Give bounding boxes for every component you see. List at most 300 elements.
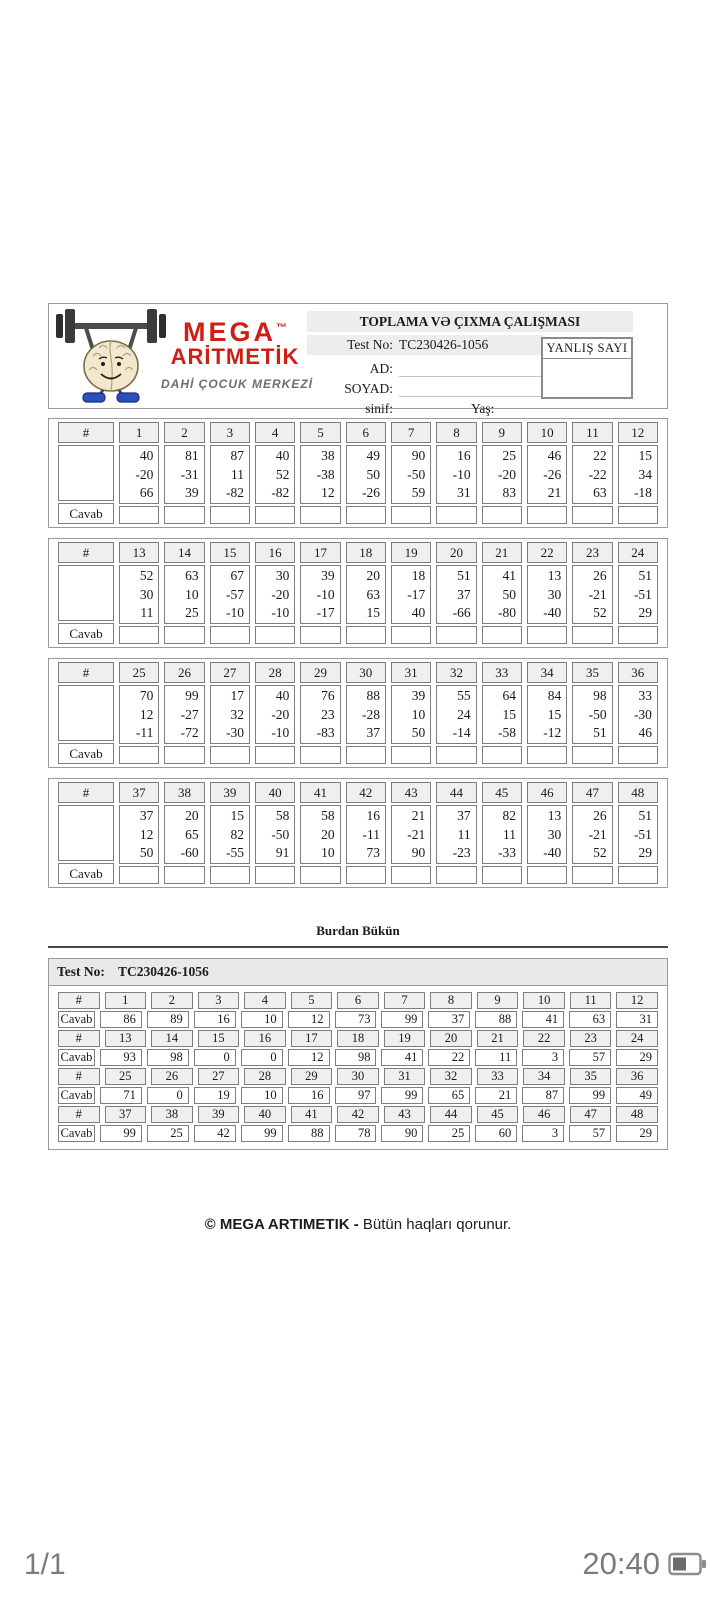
answer-blank-cell [527,626,567,645]
problem-number-cell: 11 [572,422,612,443]
answer-blank-cell [346,866,386,885]
operand: 12 [139,706,154,722]
problem-number-cell: 5 [291,992,333,1009]
problem-number-cell: 10 [527,422,567,443]
operand: -58 [497,725,516,740]
operand: 20 [185,808,199,823]
operand: 51 [638,568,652,583]
operand: 40 [275,688,290,703]
operand: -57 [225,586,244,602]
answer-blank-cell [391,866,431,885]
problem-operands [300,565,340,624]
operand: 64 [502,688,516,703]
soyad-field-line [399,379,545,397]
operand: 52 [275,466,290,482]
answer-value-cell: 11 [475,1049,517,1066]
operand: 67 [230,568,244,583]
operand: 20 [321,826,335,842]
operand: 13 [547,568,562,583]
problem-column [119,422,159,524]
battery-icon [668,1551,708,1577]
answer-test-no-label: Test No: [57,964,105,979]
problem-number-cell: 32 [430,1068,472,1085]
problem-number-cell: 3 [198,992,240,1009]
fold-here-text: Burdan Bükün [316,923,400,938]
problem-operands [572,805,612,864]
problem-operands [527,685,567,744]
problem-number-cell: 38 [164,782,204,803]
problem-operands [346,805,386,864]
operand: 21 [547,485,562,500]
label-body-cell [58,565,114,621]
answer-blank-cell [210,506,250,525]
operand: 25 [502,448,516,463]
problem-column [391,662,431,764]
operand: 40 [275,448,290,463]
operand: -50 [271,826,290,842]
operand: 26 [593,568,607,583]
answer-blank-cell [391,626,431,645]
problem-number-cell: 24 [616,1030,658,1047]
operand: -10 [452,466,471,482]
problem-number-cell: 34 [527,662,567,683]
problem-number-cell: 29 [291,1068,333,1085]
operand: -10 [316,586,335,602]
problem-column [255,422,295,524]
answer-value-cell: 90 [381,1125,423,1142]
problem-number-cell: 46 [527,782,567,803]
problem-column [210,662,250,764]
problem-number-cell: 46 [523,1106,565,1123]
answer-blank-cell [255,866,295,885]
answer-blank-cell [482,626,522,645]
problem-operands [164,445,204,504]
hash-label-cell: # [58,1068,100,1085]
problem-column [255,662,295,764]
status-right-cluster [582,1546,708,1582]
answer-blank-cell [527,746,567,765]
problem-number-cell: 35 [570,1068,612,1085]
label-body-cell [58,445,114,501]
cavab-label-cell: Cavab [58,863,114,884]
problem-number-cell: 39 [210,782,250,803]
problem-number-cell: 22 [527,542,567,563]
answer-test-no-value: TC230426-1056 [118,964,209,979]
problem-number-cell: 44 [430,1106,472,1123]
problem-operands [210,805,250,864]
problem-number-cell: 15 [210,542,250,563]
answer-blank-cell [300,626,340,645]
operand: -11 [135,725,154,740]
problem-number-cell: 38 [151,1106,193,1123]
problem-number-cell: 28 [244,1068,286,1085]
answer-value-cell: 71 [100,1087,142,1104]
operand: 37 [139,808,154,823]
problem-number-cell: 21 [477,1030,519,1047]
answer-value-cell: 10 [241,1087,283,1104]
operand: 46 [638,725,652,740]
problem-number-cell: 30 [346,662,386,683]
answer-blank-cell [391,506,431,525]
operand: 50 [139,845,154,860]
answer-hash-row [58,1030,658,1047]
problem-table [48,538,668,648]
label-column [58,422,114,524]
answer-blank-cell [119,626,159,645]
problem-number-cell: 6 [346,422,386,443]
clock: 20:40 [582,1546,660,1581]
operand: 70 [139,688,154,703]
cavab-label-cell: Cavab [58,503,114,524]
operand: 26 [593,808,607,823]
operand: 65 [185,826,199,842]
operand: 10 [185,586,199,602]
operand: -82 [225,485,244,500]
operand: 15 [502,706,516,722]
problem-column [618,662,658,764]
operand: 90 [411,845,426,860]
operand: 51 [638,808,652,823]
label-body-cell [58,805,114,861]
problem-number-cell: 35 [572,662,612,683]
operand: -31 [180,466,199,482]
page-indicator: 1/1 [24,1548,66,1581]
answer-hash-row [58,1068,658,1085]
answer-blank-cell [119,866,159,885]
problem-number-cell: 18 [346,542,386,563]
problem-column [436,542,476,644]
wrong-count-label: YANLIŞ SAYI [543,339,631,359]
problem-table [48,418,668,528]
answer-value-cell: 16 [288,1087,330,1104]
operand: 29 [638,845,652,860]
answer-blank-cell [572,746,612,765]
surname-row [307,377,545,397]
problem-number-cell: 23 [572,542,612,563]
operand: -21 [407,826,426,842]
answer-blank-cell [164,626,204,645]
problem-number-cell: 3 [210,422,250,443]
cavab-label-cell: Cavab [58,1011,95,1028]
operand: 39 [411,688,426,703]
answer-cavab-row [58,1087,658,1104]
problem-number-cell: 17 [300,542,340,563]
answer-value-cell: 99 [100,1125,142,1142]
answer-value-cell: 87 [522,1087,564,1104]
problem-column [618,542,658,644]
answer-value-cell: 31 [616,1011,658,1028]
hash-header-cell: # [58,422,114,443]
problem-column [119,782,159,884]
ad-label: AD: [369,361,393,376]
answer-blank-cell [255,506,295,525]
problem-operands [618,445,658,504]
problem-operands [391,445,431,504]
operand: 87 [230,448,244,463]
problem-operands [572,445,612,504]
operand: 58 [321,808,335,823]
problem-column [346,542,386,644]
problem-column [572,662,612,764]
operand: -17 [407,586,426,602]
operand: 51 [457,568,471,583]
problem-operands [119,805,159,864]
problem-number-cell: 14 [164,542,204,563]
problem-number-cell: 43 [391,782,431,803]
answer-value-cell: 0 [147,1087,189,1104]
test-no-value: TC230426-1056 [399,337,489,352]
problem-column [572,422,612,524]
answer-blank-cell [346,746,386,765]
problem-number-cell: 8 [430,992,472,1009]
problem-operands [119,445,159,504]
operand: 55 [457,688,471,703]
operand: 39 [185,485,199,500]
answer-blank-cell [572,506,612,525]
problem-number-cell: 26 [151,1068,193,1085]
problem-operands [255,805,295,864]
operand: -14 [452,725,471,740]
problem-column [255,782,295,884]
operand: 18 [411,568,426,583]
operand: 82 [230,826,244,842]
problem-number-cell: 33 [482,662,522,683]
problem-operands [255,685,295,744]
operand: 23 [321,706,335,722]
problem-number-cell: 27 [210,662,250,683]
operand: -51 [633,826,652,842]
operand: -38 [316,466,335,482]
problem-table [48,658,668,768]
cavab-label-cell: Cavab [58,1087,95,1104]
problem-operands [300,685,340,744]
problem-column [527,782,567,884]
problem-number-cell: 19 [391,542,431,563]
operand: 41 [502,568,516,583]
operand: 15 [230,808,244,823]
answer-blank-cell [482,746,522,765]
operand: -21 [588,586,607,602]
problem-column [482,422,522,524]
operand: 52 [139,568,154,583]
answer-value-cell: 21 [475,1087,517,1104]
answer-blank-cell [618,866,658,885]
problem-column [482,782,522,884]
answer-blank-cell [210,866,250,885]
problem-number-cell: 29 [300,662,340,683]
name-row [307,357,545,377]
answer-blank-cell [300,746,340,765]
operand: -60 [180,845,199,860]
problem-number-cell: 43 [384,1106,426,1123]
operand: 73 [366,845,380,860]
answer-value-cell: 41 [522,1011,564,1028]
document-header [48,303,668,416]
problem-number-cell: 31 [391,662,431,683]
operand: 76 [321,688,335,703]
operand: 13 [547,808,562,823]
problem-number-cell: 5 [300,422,340,443]
answer-blank-cell [119,746,159,765]
operand: 22 [593,448,607,463]
answer-value-cell: 0 [194,1049,236,1066]
operand: 11 [140,605,154,620]
operand: 63 [593,485,607,500]
problem-column [300,542,340,644]
problem-number-cell: 24 [618,542,658,563]
operand: 82 [502,808,516,823]
wrong-count-box [541,337,633,399]
operand: 15 [366,605,380,620]
problem-number-cell: 21 [482,542,522,563]
answer-hash-row [58,992,658,1009]
operand: 24 [457,706,471,722]
operand: -17 [316,605,335,620]
operand: 90 [411,448,426,463]
operand: 46 [547,448,562,463]
operand: 39 [321,568,335,583]
answer-blank-cell [346,626,386,645]
answer-blank-cell [436,866,476,885]
problem-number-cell: 23 [570,1030,612,1047]
answer-value-cell: 57 [569,1049,611,1066]
answer-blank-cell [618,506,658,525]
problem-number-cell: 40 [244,1106,286,1123]
operand: -72 [180,725,199,740]
problem-operands [346,565,386,624]
answer-value-cell: 25 [147,1125,189,1142]
problem-operands [482,565,522,624]
answer-blank-cell [164,746,204,765]
operand: 10 [321,845,335,860]
problem-operands [618,805,658,864]
problem-number-cell: 7 [391,422,431,443]
brand-tagline: DAHİ ÇOCUK MERKEZİ [161,377,313,391]
problem-operands [482,445,522,504]
answer-key-header [49,959,667,986]
problem-number-cell: 37 [105,1106,147,1123]
answer-blank-cell [618,626,658,645]
operand: -27 [180,706,199,722]
problem-column [527,542,567,644]
label-column [58,662,114,764]
operand: 98 [593,688,607,703]
operand: 11 [457,826,471,842]
problem-number-cell: 4 [255,422,295,443]
operand: 91 [275,845,290,860]
answer-value-cell: 12 [288,1011,330,1028]
problem-operands [482,805,522,864]
copyright-brand: © MEGA ARTIMETIK - [204,1216,363,1233]
operand: 37 [457,808,471,823]
problem-column [482,542,522,644]
operand: -26 [361,485,380,500]
answer-blank-cell [572,866,612,885]
problem-operands [527,445,567,504]
answer-value-cell: 37 [428,1011,470,1028]
operand: 11 [230,466,244,482]
problem-column [119,542,159,644]
cavab-label-cell: Cavab [58,1049,95,1066]
problem-operands [391,805,431,864]
problem-number-cell: 12 [616,992,658,1009]
problem-column [210,422,250,524]
operand: -55 [225,845,244,860]
brain-weightlifter-logo-icon [55,308,167,404]
problem-operands [618,685,658,744]
cavab-label-cell: Cavab [58,623,114,644]
problem-column [391,542,431,644]
answer-value-cell: 99 [381,1011,423,1028]
problem-operands [300,445,340,504]
operand: 50 [411,725,426,740]
problem-number-cell: 42 [346,782,386,803]
answer-value-cell: 3 [522,1125,564,1142]
operand: -20 [271,586,290,602]
soyad-label: SOYAD: [344,381,393,396]
answer-value-cell: 0 [241,1049,283,1066]
hash-label-cell: # [58,1106,100,1123]
problem-column [119,662,159,764]
problem-number-cell: 13 [119,542,159,563]
operand: -83 [316,725,335,740]
operand: 33 [638,688,652,703]
operand: 15 [547,706,562,722]
problem-operands [436,805,476,864]
problem-column [346,662,386,764]
operand: 30 [547,586,562,602]
problem-column [391,782,431,884]
problem-number-cell: 19 [384,1030,426,1047]
answer-value-cell: 89 [147,1011,189,1028]
problem-column [527,422,567,524]
hash-header-cell: # [58,662,114,683]
hash-label-cell: # [58,992,100,1009]
answer-value-cell: 98 [335,1049,377,1066]
problem-number-cell: 30 [337,1068,379,1085]
operand: 30 [139,586,154,602]
problem-number-cell: 44 [436,782,476,803]
answer-value-cell: 29 [616,1049,658,1066]
cavab-label-cell: Cavab [58,743,114,764]
problem-number-cell: 45 [477,1106,519,1123]
operand: -33 [497,845,516,860]
problem-operands [119,565,159,624]
brand-mega-word: MEGA [183,317,276,347]
problem-number-cell: 9 [477,992,519,1009]
problem-number-cell: 22 [523,1030,565,1047]
problem-operands [300,805,340,864]
problem-number-cell: 4 [244,992,286,1009]
copyright-line [48,1216,668,1233]
problem-operands [346,445,386,504]
operand: 16 [366,808,380,823]
answer-value-cell: 12 [288,1049,330,1066]
problem-number-cell: 36 [618,662,658,683]
problem-column [346,422,386,524]
answer-value-cell: 16 [194,1011,236,1028]
operand: 29 [638,605,652,620]
problem-column [346,782,386,884]
answer-value-cell: 86 [100,1011,142,1028]
operand: 50 [502,586,516,602]
operand: 88 [366,688,380,703]
operand: 16 [457,448,471,463]
problem-number-cell: 18 [337,1030,379,1047]
operand: 59 [411,485,426,500]
problem-number-cell: 12 [618,422,658,443]
problem-column [618,782,658,884]
